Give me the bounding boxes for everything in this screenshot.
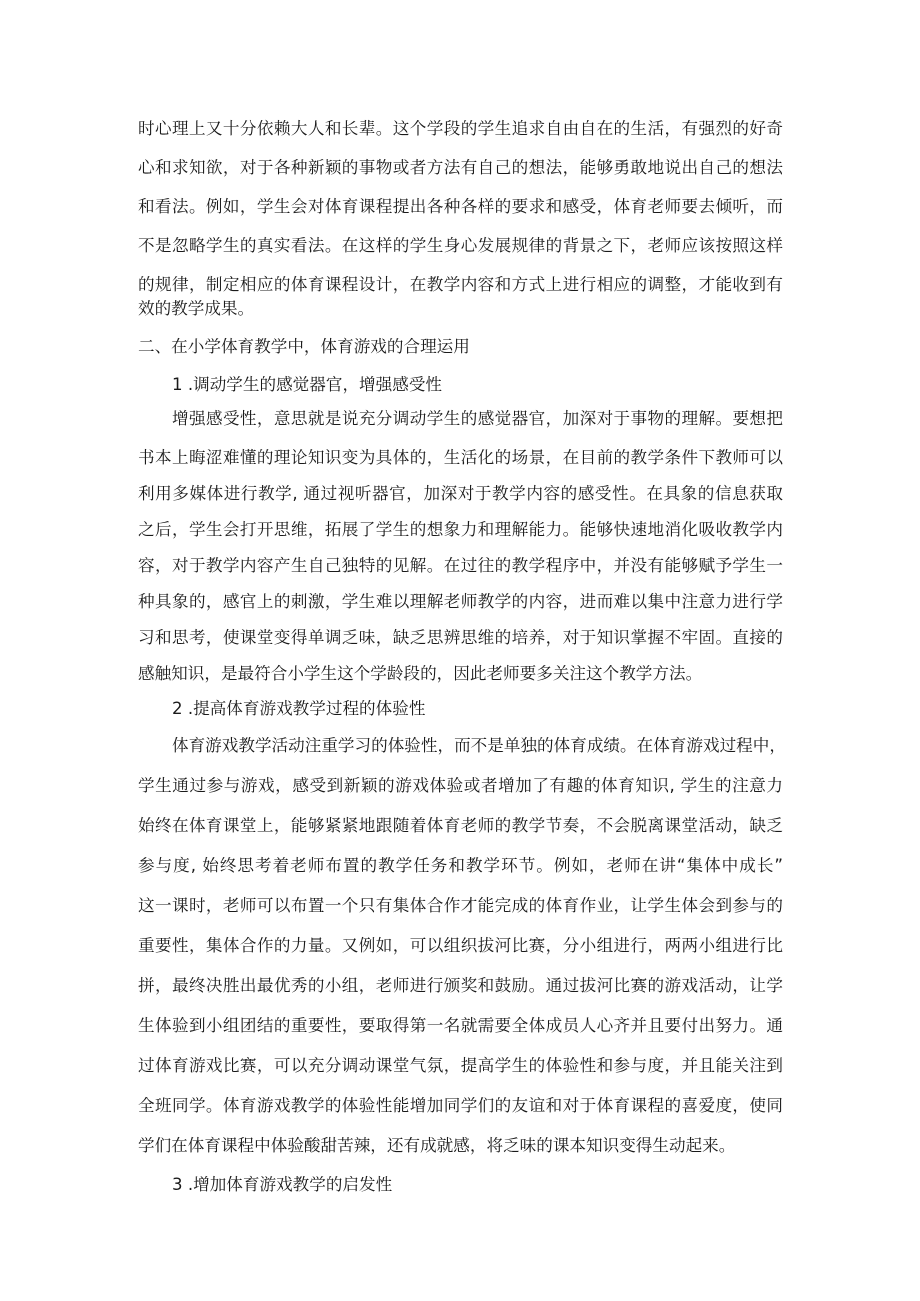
paragraph-3-line: 参与度, 始终思考着老师布置的教学任务和教学环节。例如，老师在讲“集体中成长” — [138, 856, 783, 875]
paragraph-2-line: 容，对于教学内容产生自己独特的见解。在过往的教学程序中，并没有能够赋予学生一 — [138, 556, 783, 575]
paragraph-3-line: 过体育游戏比赛，可以充分调动课堂气氛，提高学生的体验性和参与度，并且能关注到 — [138, 1056, 783, 1075]
paragraph-2-line: 利用多媒体进行教学, 通过视听器官，加深对于教学内容的感受性。在具象的信息获取 — [138, 484, 783, 503]
paragraph-3-line: 学们在体育课程中体验酸甜苦辣，还有成就感，将乏味的课本知识变得生动起来。 — [138, 1136, 736, 1155]
paragraph-3-line: 全班同学。体育游戏教学的体验性能增加同学们的友谊和对于体育课程的喜爱度，使同 — [138, 1096, 783, 1115]
paragraph-3-line: 体育游戏教学活动注重学习的体验性，而不是单独的体育成绩。在体育游戏过程中， — [172, 736, 786, 755]
paragraph-1-line: 不是忽略学生的真实看法。在这样的学生身心发展规律的背景之下，老师应该按照这样 — [138, 236, 783, 255]
subheading-2: 2 .提高体育游戏教学过程的体验性 — [172, 699, 426, 718]
paragraph-1-line: 和看法。例如，学生会对体育课程提出各种各样的要求和感受，体育老师要去倾听，而 — [138, 197, 783, 216]
paragraph-1-line: 效的教学成果。 — [138, 299, 255, 318]
paragraph-2-line: 种具象的，感官上的刺激，学生难以理解老师教学的内容，进而难以集中注意力进行学 — [138, 592, 783, 611]
paragraph-1-line: 时心理上又十分依赖大人和长辈。这个学段的学生追求自由自在的生活，有强烈的好奇 — [138, 119, 783, 138]
paragraph-3-line: 重要性，集体合作的力量。又例如，可以组织拔河比赛，分小组进行，两两小组进行比 — [138, 936, 783, 955]
paragraph-1-line: 的规律，制定相应的体育课程设计，在教学内容和方式上进行相应的调整，才能收到有 — [138, 275, 783, 294]
paragraph-2-line: 书本上晦涩难懂的理论知识变为具体的，生活化的场景，在目前的教学条件下教师可以 — [138, 448, 783, 467]
paragraph-1-line: 心和求知欲，对于各种新颖的事物或者方法有自己的想法，能够勇敢地说出自己的想法 — [138, 158, 783, 177]
paragraph-2-line: 增强感受性，意思就是说充分调动学生的感觉器官，加深对于事物的理解。要想把 — [172, 409, 783, 428]
paragraph-3-line: 学生通过参与游戏，感受到新颖的游戏体验或者增加了有趣的体育知识, 学生的注意力 — [138, 776, 783, 795]
paragraph-3-line: 这一课时，老师可以布置一个只有集体合作才能完成的体育作业，让学生体会到参与的 — [138, 896, 783, 915]
paragraph-2-line: 感触知识，是最符合小学生这个学龄段的，因此老师要多关注这个教学方法。 — [138, 664, 703, 683]
paragraph-3-line: 拼，最终决胜出最优秀的小组，老师进行颁奖和鼓励。通过拔河比赛的游戏活动，让学 — [138, 976, 783, 995]
section-heading: 二、在小学体育教学中，体育游戏的合理运用 — [138, 337, 470, 356]
subheading-1: 1 .调动学生的感觉器官，增强感受性 — [172, 375, 443, 394]
paragraph-3-line: 生体验到小组团结的重要性，要取得第一名就需要全体成员人心齐并且要付出努力。通 — [138, 1016, 783, 1035]
paragraph-2-line: 习和思考，使课堂变得单调乏味，缺乏思辨思维的培养，对于知识掌握不牢固。直接的 — [138, 628, 783, 647]
subheading-3: 3 .增加体育游戏教学的启发性 — [172, 1175, 393, 1194]
paragraph-3-line: 始终在体育课堂上，能够紧紧地跟随着体育老师的教学节奏，不会脱离课堂活动，缺乏 — [138, 816, 783, 835]
paragraph-2-line: 之后，学生会打开思维，拓展了学生的想象力和理解能力。能够快速地消化吸收教学内 — [138, 520, 783, 539]
